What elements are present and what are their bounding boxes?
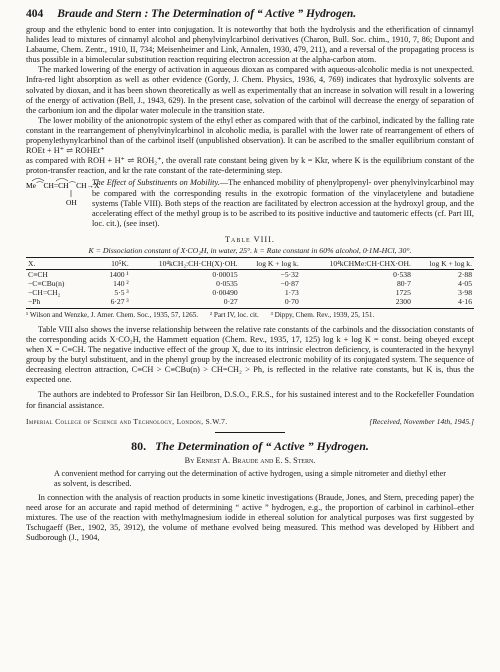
received-date: [Received, November 14th, 1945.] <box>369 416 474 426</box>
table-cell: 5·5 ³ <box>114 287 129 297</box>
article-title <box>26 439 474 454</box>
paragraph-1: group and the ethylenic bond to enter into conjugation. It is noteworthy that both the hydrolysis and the etherification of cinnamyl halides lead to mixtures of cinnamyl alcohol and phenylvinylcarbinol derivatives (Charon, Bull. Soc. chim., 1910, 7, 86; Dupont and Labaume, Chem. Zentr., 1910, II, 734; Meisenheimer and Link, Annalen, 1930, 479, 211), and a reversal of the propagating process is thus possible in a bimolecular substitution reaction requiring electron accession at the alpha-carbon atom. <box>26 25 474 65</box>
table-cell: 6·27 ³ <box>100 297 131 309</box>
paragraph-4: as compared with ROH + H⁺ ⇌ ROH₂⁺, the overall rate constant being given by k = Kkr, where K is the equilibrium constant of the proton-transfer reaction, and kr the rate constant of the rate-determining step. <box>26 156 474 176</box>
article-number: 80. <box>131 438 147 453</box>
table-cell: 80·7 <box>396 278 411 288</box>
table-header-cell: log K + log k. <box>413 257 474 269</box>
footnote: ¹ Wilson and Wenzke, J. Amer. Chem. Soc., 1935, 57, 1265. <box>26 310 199 319</box>
running-title: Braude and Stern : The Determination of “ Active ” Hydrogen. <box>57 8 357 20</box>
paragraph-6: Table VIII also shows the inverse relationship between the relative rate constants of the carbinols and the dissociation constants of the corresponding acids X·CO₂H, the Hammett equation (Chem. Rev., 1935, 17, 125) log k + log K = const. being obeyed except when X = C≡CH. The negative inductive effect of the group X, due to its intrinsic electron deficiency, is counteracted in the hexynyl group by the butyl substituent, and in the phenyl group by the increased electronic mobility of its conjugated system. The sequence of decreasing electron attraction, C≡CH > C≡CBu(n) > CH=CH₂ > Ph, is reflected in the relative rate constants, but K is, thus the expected one. <box>26 324 474 385</box>
mechanism-arrows-icon <box>26 178 100 208</box>
table-cell: 140 ² <box>113 278 129 288</box>
paragraph-3: The lower mobility of the anionotropic system of the ethyl ether as compared with that of the carbinol, indicated by the falling rate constant in the rearrangement of phenylvinylcarbinol in alcoholic media, is parallel with the lower rate of rearrangement of ethers of propenylethynylcarbinol than of the carbinol itself (unpublished observation). It can be ascribed to the smaller equilibrium constant of ROEt + H⁺ ⇌ ROHEt⁺ <box>26 115 474 156</box>
mechanism-diagram <box>26 178 100 213</box>
table-row <box>26 297 474 309</box>
article-authors: By Ernest A. Braude and E. S. Stern. <box>184 455 316 465</box>
table-row <box>26 279 474 288</box>
table-header-row <box>26 257 474 269</box>
paragraph-5 <box>92 178 474 228</box>
table-cell: 1·73 <box>284 287 299 297</box>
page-header <box>26 8 474 20</box>
table-cell: −C≡CBu(n) <box>28 278 65 288</box>
article-intro: In connection with the analysis of reaction products in some kinetic investigations (Braude, Jones, and Stern, preceding paper) the need arose for an accurate and rapid method of determining “ active ” hydrogen, e.g., the proportion of carbinol in carbinol–ether mixtures. The use of the reaction with methylmagnesium iodide in ethereal solution for analytical purposes was first suggested by Tschugaeff (Ber., 1902, 35, 3912), the volume of methane evolved being measured. This method was developed by Hibbert and Sudborough (J., 1904, <box>26 492 474 542</box>
page-number: 404 <box>26 8 44 20</box>
article-abstract: A convenient method for carrying out the determination of active hydrogen, using a simple nitrometer and diethyl ether as solvent, is described. <box>54 468 446 488</box>
mechanism-formula: Me⌒CH=CH⌒CH→X <box>26 181 100 191</box>
footnote: ² Part IV, loc. cit. <box>209 310 259 319</box>
table-cell: 0·27 <box>131 297 240 309</box>
institution-line <box>26 417 474 426</box>
table-cell: 4·16 <box>413 297 474 309</box>
table-cell: 0·00015 <box>212 269 238 279</box>
institution-name: Imperial College of Science and Technology, London, S.W.7. <box>26 416 228 426</box>
table-cell: C≡CH <box>28 269 48 279</box>
acknowledgement: The authors are indebted to Professor Sir Ian Heilbron, D.S.O., F.R.S., for his sustained interest and to the Rockefeller Foundation for financial assistance. <box>26 390 474 410</box>
table-cell: 1725 <box>395 287 411 297</box>
table-footnotes <box>26 311 474 320</box>
table-cell: −CH=CH₂ <box>28 287 61 297</box>
table-cell: 0·0535 <box>216 278 238 288</box>
table-row <box>26 269 474 279</box>
paragraph-5-body: —The enhanced mobility of phenylpropenyl- over phenylvinylcarbinol may be compared with the corresponding results in the exotropic formation of the vinylacetylene and butadiene systems (Table VIII). Both steps of the reaction are facilitated by electron accession at the hydroxyl group, and the accelerating effect of the methyl group is to be ascribed to its positive inductive and tautomeric effects (cf. Part III, loc. cit.), (see inset). <box>92 178 474 228</box>
table-cell: 2·88 <box>458 269 472 279</box>
table-cell: −Ph <box>26 297 100 309</box>
table-cell: −0·87 <box>280 278 299 288</box>
table-cell: 4·05 <box>458 278 472 288</box>
table-cell: −5·32 <box>280 269 299 279</box>
article-title-text: The Determination of “ Active ” Hydrogen. <box>155 438 369 453</box>
table-row <box>26 288 474 297</box>
table-header-cell: 10⁵K. <box>100 257 131 269</box>
table-header-cell: 10⁴kCHMe:CH·CHX·OH. <box>301 257 413 269</box>
table-header-cell: log K + log k. <box>240 257 301 269</box>
paragraph-2: The marked lowering of the energy of activation in aqueous dioxan as compared with aqueous-alcoholic media is not unexpected. Infra-red light absorption as well as other evidence (Gordy, J. Chem. Physics, 1936, 4, 769) indicates that hydroxylic solvents are solvated by dioxan, and it has been shown theoretically as well as experimentally that an increase in solvation will result in a lowering of the energy of activation (Bell, J., 1943, 629). In the present case, solvation of the carbinol will decrease the energy of separation of the carbonium ion and the dipolar water molecule in the transition state. <box>26 65 474 115</box>
mechanism-block <box>26 178 474 228</box>
section-heading-substituents: The Effect of Substituents on Mobility. <box>92 178 220 188</box>
table-header-cell: 10⁴kCH₂:CH·CH(X)·OH. <box>131 257 240 269</box>
table-title: Table VIII. <box>224 234 275 244</box>
data-table <box>26 257 474 309</box>
table-cell: 0·00490 <box>212 287 238 297</box>
table-header-cell: X. <box>26 257 100 269</box>
table-cell: 0·538 <box>393 269 411 279</box>
section-divider <box>215 432 285 433</box>
table-cell: 0·70 <box>240 297 301 309</box>
mechanism-oh: OH <box>66 198 77 208</box>
table-cell: 2300 <box>301 297 413 309</box>
table-caption: K = Dissociation constant of X·CO₂H, in water, 25°. k = Rate constant in 60% alcohol, 0·1M-HCl, 30°. <box>88 245 412 255</box>
table-cell: 1400 ¹ <box>109 269 129 279</box>
table-cell: 3·98 <box>458 287 472 297</box>
footnote: ³ Dippy, Chem. Rev., 1939, 25, 151. <box>270 310 375 319</box>
